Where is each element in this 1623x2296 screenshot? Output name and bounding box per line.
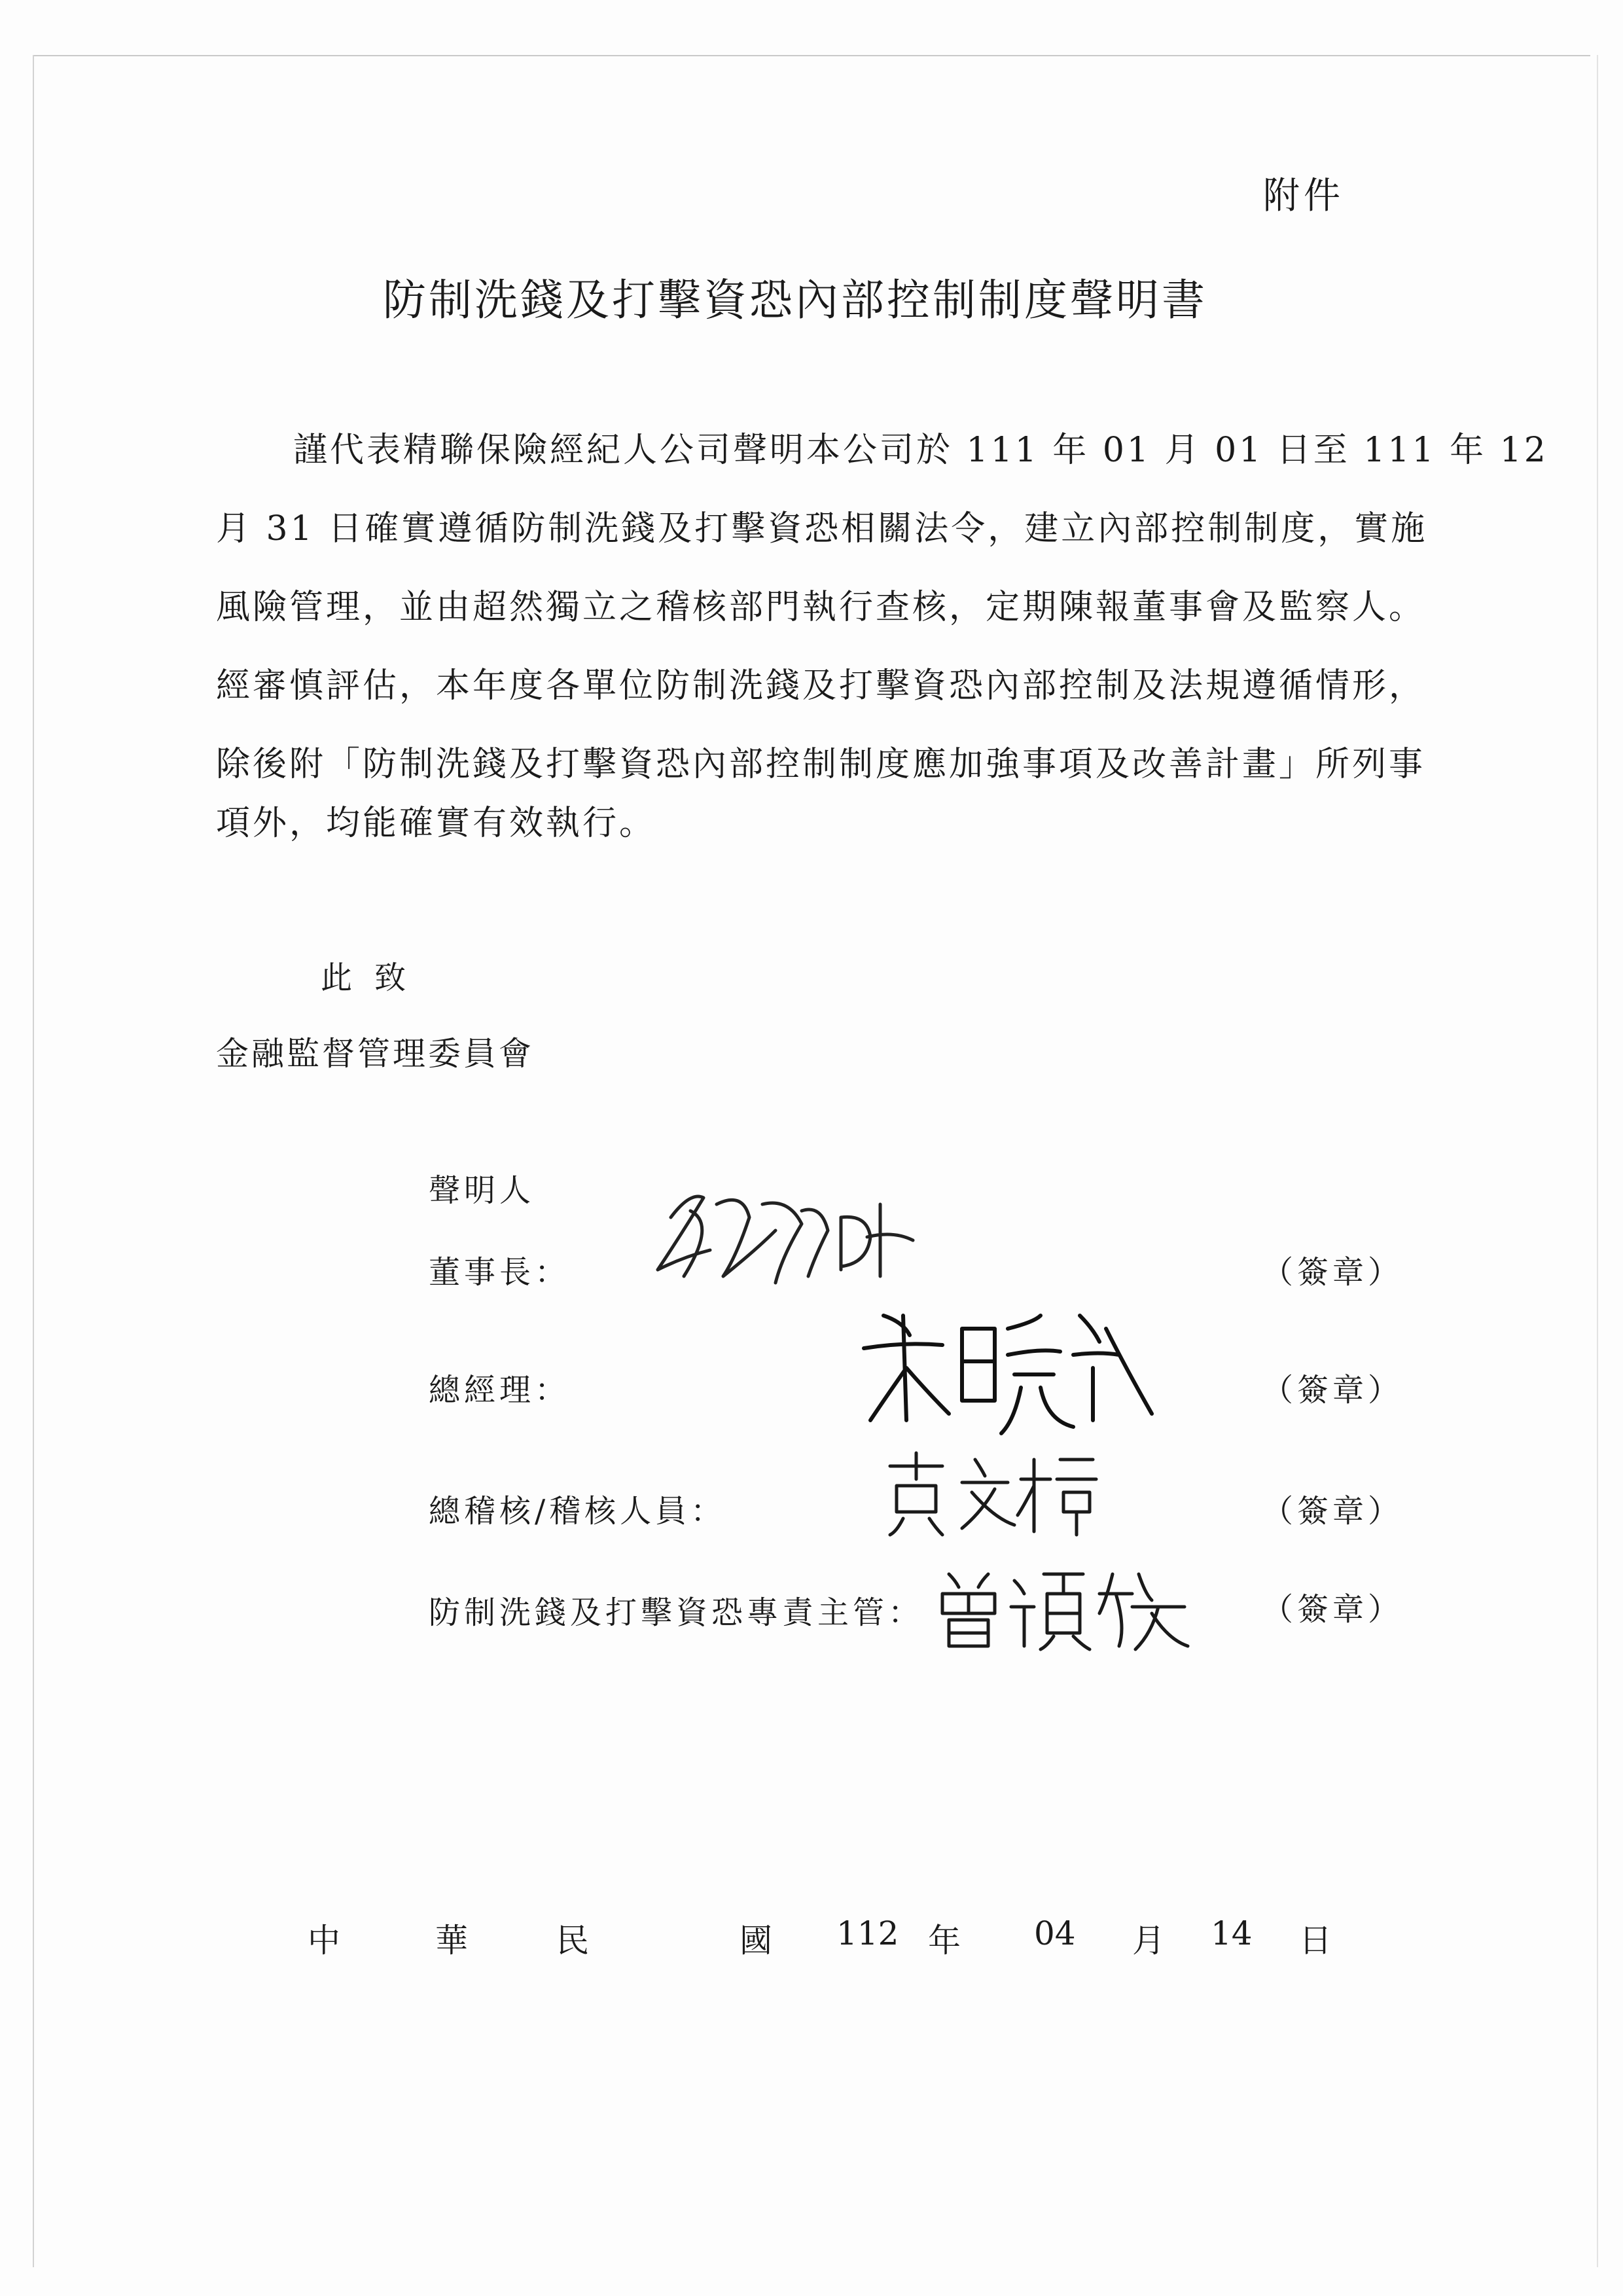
body-line-2: 月 31 日確實遵循防制洗錢及打擊資恐相關法令，建立內部控制制度，實施 <box>216 509 1428 548</box>
date-char-4: 國 <box>740 1922 772 1960</box>
chief-auditor-signature <box>877 1440 1099 1538</box>
date-char-1: 中 <box>308 1922 340 1960</box>
chief-auditor-label: 總稽核/稽核人員： <box>429 1493 726 1530</box>
declarant-label: 聲明人 <box>429 1172 535 1209</box>
general-manager-seal-note: （簽章） <box>1262 1372 1404 1408</box>
body-line-3: 風險管理，並由超然獨立之稽核部門執行查核，定期陳報董事會及監察人。 <box>216 588 1426 627</box>
chairman-seal-note: （簽章） <box>1262 1254 1404 1291</box>
date-year: 112 <box>836 1914 899 1952</box>
chief-auditor-seal-note: （簽章） <box>1262 1493 1404 1530</box>
closing-phrase: 此致 <box>321 960 429 996</box>
recipient: 金融監督管理委員會 <box>216 1035 534 1073</box>
body-line-6: 項外，均能確實有效執行。 <box>216 804 656 843</box>
general-manager-signature <box>844 1289 1158 1453</box>
body-line-1: 謹代表精聯保險經紀人公司聲明本公司於 111 年 01 月 01 日至 111 年 12 <box>293 431 1548 470</box>
chairman-signature <box>645 1178 939 1296</box>
date-year-unit: 年 <box>928 1922 961 1960</box>
chairman-label: 董事長： <box>429 1254 571 1291</box>
general-manager-label: 總經理： <box>429 1372 571 1408</box>
aml-officer-signature <box>929 1554 1191 1653</box>
date-day-unit: 日 <box>1299 1922 1332 1960</box>
document-title: 防制洗錢及打擊資恐內部控制制度聲明書 <box>383 275 1207 325</box>
aml-officer-label: 防制洗錢及打擊資恐專責主管： <box>429 1594 924 1631</box>
date-row <box>0 1914 1623 1960</box>
scan-edge-top <box>33 55 1590 56</box>
body-line-5: 除後附「防制洗錢及打擊資恐內部控制制度應加強事項及改善計畫」所列事 <box>216 745 1426 784</box>
aml-officer-seal-note: （簽章） <box>1262 1591 1404 1628</box>
date-char-2: 華 <box>435 1922 468 1960</box>
date-month-unit: 月 <box>1132 1922 1165 1960</box>
date-char-3: 民 <box>556 1922 589 1960</box>
date-month: 04 <box>1034 1914 1076 1952</box>
date-day: 14 <box>1211 1914 1253 1952</box>
body-line-4: 經審慎評估，本年度各單位防制洗錢及打擊資恐內部控制及法規遵循情形， <box>216 666 1426 706</box>
attachment-label: 附件 <box>1263 175 1344 217</box>
